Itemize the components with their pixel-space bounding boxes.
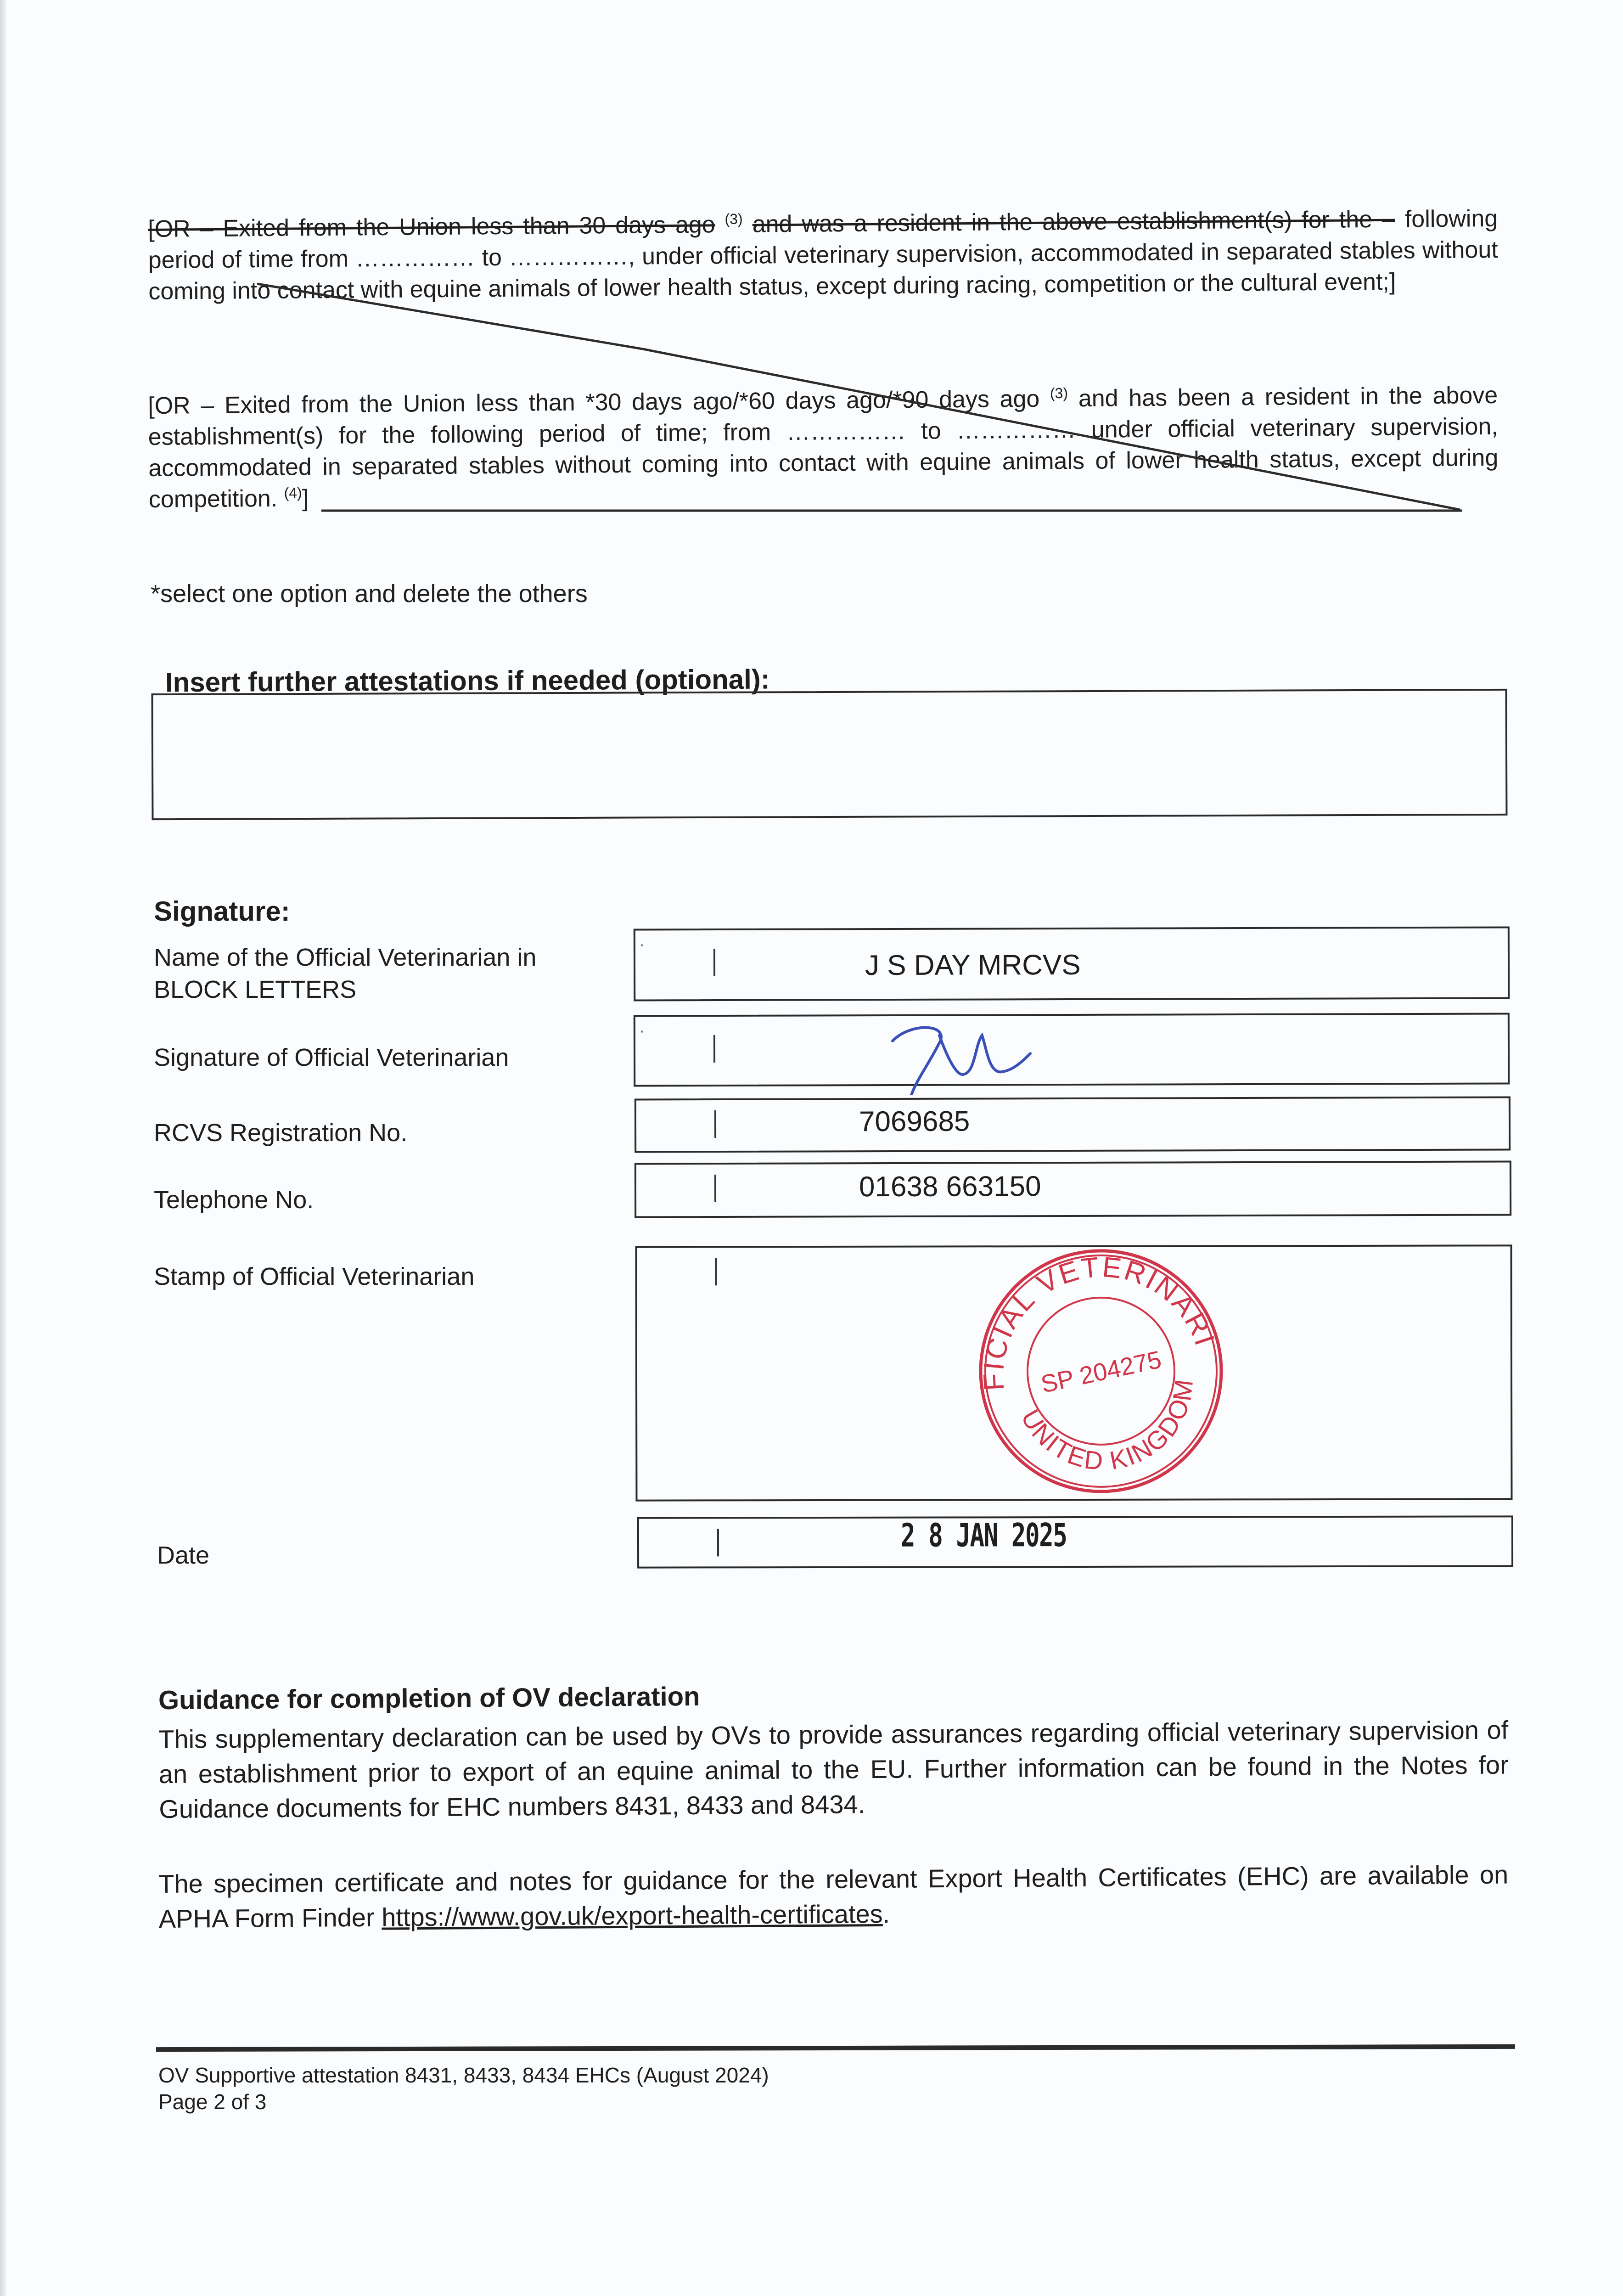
stamp-bottom-text: UNITED KINGDOM — [1016, 1376, 1199, 1476]
telephone-field[interactable] — [635, 1161, 1511, 1218]
name-label: Name of the Official Veterinarian in BLOCK LETTERS — [154, 944, 537, 1003]
telephone-value: 01638 663150 — [859, 1171, 1041, 1203]
form-finder-link[interactable]: https://www.gov.uk/export-health-certificates — [382, 1899, 883, 1932]
stamp-center-text: SP 204275 — [1038, 1345, 1164, 1399]
paragraph-exited-30-days: [OR – Exited from the Union less than 30 days ago $^{(3)}$ and was a resident in the above establishment(s) for the – following period of time from …………… to ……………, under official veterinary supervision, accommodated in separated stables without coming into contact with equine animals of lower health status, except during racing, competition or the cultural event;] — [148, 205, 1498, 305]
name-value: J S DAY MRCVS — [865, 949, 1081, 982]
rcvs-value: 7069685 — [859, 1105, 970, 1138]
select-note: *select one option and delete the others — [151, 580, 588, 608]
date-label: Date — [157, 1542, 210, 1569]
signature-heading: Signature: — [154, 896, 290, 927]
footer-document-title: OV Supportive attestation 8431, 8433, 8434 EHCs (August 2024) — [158, 2063, 769, 2087]
guidance-paragraph-2: The specimen certificate and notes for guidance for the relevant Export Health Certificates (EHC) are available on APHA Form Finder https://www.gov.uk/export-health-certificates. — [158, 1860, 1509, 1933]
struck-text-2: and was a resident in the above establishment(s) for the – — [752, 206, 1396, 238]
rcvs-label: RCVS Registration No. — [154, 1119, 408, 1147]
further-attestations-heading: Insert further attestations if needed (optional): — [165, 664, 770, 698]
rcvs-field[interactable] — [635, 1097, 1511, 1153]
guidance-paragraph-1: This supplementary declaration can be used by OVs to provide assurances regarding official veterinary supervision of an establishment prior to export of an equine animal to the EU. Further information can be found in the Notes for Guidance documents for EHC numbers 8431, 8433 and 8434. — [158, 1715, 1509, 1823]
handwritten-signature — [883, 1017, 1076, 1095]
telephone-label: Telephone No. — [154, 1186, 314, 1214]
stamp-top-text: OFFICIAL VETERINARIAN — [977, 1251, 1221, 1392]
footer — [158, 2062, 769, 2115]
signature-label: Signature of Official Veterinarian — [154, 1044, 509, 1071]
date-field[interactable] — [637, 1515, 1513, 1568]
struck-text: [OR – Exited from the Union less than 30 days ago — [148, 211, 715, 242]
official-veterinarian-stamp — [967, 1238, 1234, 1495]
paragraph-exited-options: [OR – Exited from the Union less than *30 days ago/*60 days ago/*90 days ago $^{(3)}$ and has been a resident in the above establishment(s) for the following period of time; from …………… to …………… under official veterinary supervision, accommodated in separated stables without coming into contact with equine animals of lower health status, except during competition. $^{(4)}$] — [148, 382, 1499, 513]
footer-page-number: Page 2 of 3 — [158, 2090, 267, 2114]
paragraph-1-rest: following period of time from …………… to ……………, under official veterinary supervision, accommodated in separated stables without coming into contact with equine animals of lower health status, except during racing, competition or the cultural event;] — [148, 205, 1498, 305]
name-field[interactable] — [634, 927, 1510, 1002]
date-stamp-value: 2 8 JAN 2025 — [900, 1516, 1067, 1554]
stamp-field[interactable] — [635, 1244, 1513, 1501]
further-attestations-box[interactable] — [152, 689, 1508, 820]
guidance-title: Guidance for completion of OV declaration — [158, 1681, 700, 1716]
stamp-label: Stamp of Official Veterinarian — [154, 1263, 475, 1290]
signature-field[interactable] — [634, 1013, 1510, 1087]
